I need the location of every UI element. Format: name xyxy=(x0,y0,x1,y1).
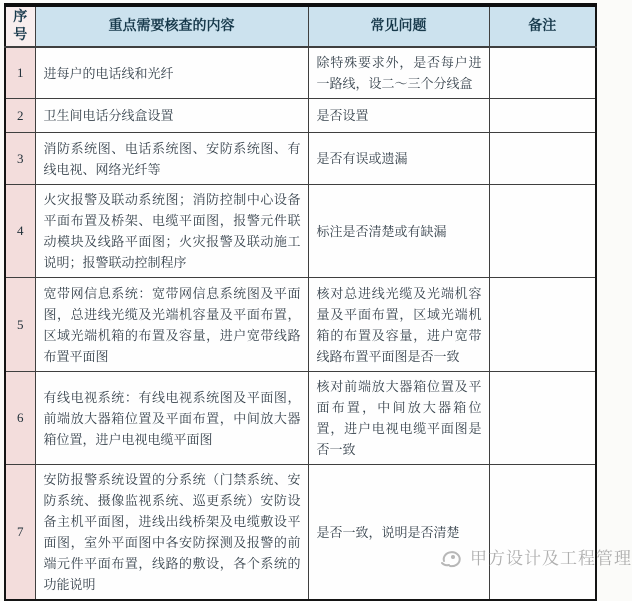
note-cell xyxy=(489,133,596,185)
table-row xyxy=(5,47,596,99)
content-cell: 安防报警系统设置的分系统（门禁系统、安防系统、摄像监视系统、巡更系统）安防设备主机平面图，进线出线桥架及电缆敷设平面图，室外平面图中各安防探测及报警的前端元件平面布置，线路的敷设，各个系统的功能说明 xyxy=(35,465,308,601)
table-row xyxy=(5,372,596,465)
problem-cell: 是否一致，说明是否清楚 xyxy=(308,465,489,601)
content-cell: 卫生间电话分线盒设置 xyxy=(35,99,308,133)
header-col-problem: 常见问题 xyxy=(308,5,489,47)
problem-cell: 除特殊要求外，是否每户进一路线，设二～三个分线盒 xyxy=(308,47,489,99)
review-checklist-table xyxy=(4,3,597,601)
note-cell xyxy=(489,99,596,133)
table-row xyxy=(5,185,596,278)
header-number-line2: 号 xyxy=(13,27,28,43)
row-number-cell: 5 xyxy=(5,278,35,372)
note-cell xyxy=(489,465,596,601)
table-row xyxy=(5,278,596,372)
header-row xyxy=(5,5,596,47)
row-number-cell: 3 xyxy=(5,133,35,185)
note-cell xyxy=(489,47,596,99)
table-row xyxy=(5,465,596,601)
content-cell: 火灾报警及联动系统图；消防控制中心设备平面布置及桥架、电缆平面图，报警元件联动模块及线路平面图；火灾报警及联动施工说明；报警联动控制程序 xyxy=(35,185,308,278)
note-cell xyxy=(489,372,596,465)
content-cell: 消防系统图、电话系统图、安防系统图、有线电视、网络光纤等 xyxy=(35,133,308,185)
content-cell: 进每户的电话线和光纤 xyxy=(35,47,308,99)
problem-cell: 核对前端放大器箱位置及平面布置，中间放大器箱位置，进户电视电缆平面图是否一致 xyxy=(308,372,489,465)
row-number-cell: 6 xyxy=(5,372,35,465)
table-row xyxy=(5,99,596,133)
row-number-cell: 7 xyxy=(5,465,35,601)
row-number-cell: 4 xyxy=(5,185,35,278)
problem-cell: 标注是否清楚或有缺漏 xyxy=(308,185,489,278)
note-cell xyxy=(489,278,596,372)
header-number-line1: 序 xyxy=(13,9,28,25)
content-cell: 宽带网信息系统：宽带网信息系统图及平面图，总进线光缆及光端机容量及平面布置，区域光端机箱的布置及容量，进户宽带线路布置平面图 xyxy=(35,278,308,372)
header-col-number xyxy=(5,5,35,47)
row-number-cell: 2 xyxy=(5,99,35,133)
content-cell: 有线电视系统：有线电视系统图及平面图，前端放大器箱位置及平面布置，中间放大器箱位置，进户电视电缆平面图 xyxy=(35,372,308,465)
header-col-content: 重点需要核查的内容 xyxy=(35,5,308,47)
table-row xyxy=(5,133,596,185)
note-cell xyxy=(489,185,596,278)
problem-cell: 是否设置 xyxy=(308,99,489,133)
row-number-cell: 1 xyxy=(5,47,35,99)
problem-cell: 核对总进线光缆及光端机容量及平面布置，区域光端机箱的布置及容量，进户宽带线路布置平面图是否一致 xyxy=(308,278,489,372)
problem-cell: 是否有误或遗漏 xyxy=(308,133,489,185)
watermark-text: 甲方设计及工程管理 xyxy=(470,549,632,568)
header-col-note: 备注 xyxy=(489,5,596,47)
